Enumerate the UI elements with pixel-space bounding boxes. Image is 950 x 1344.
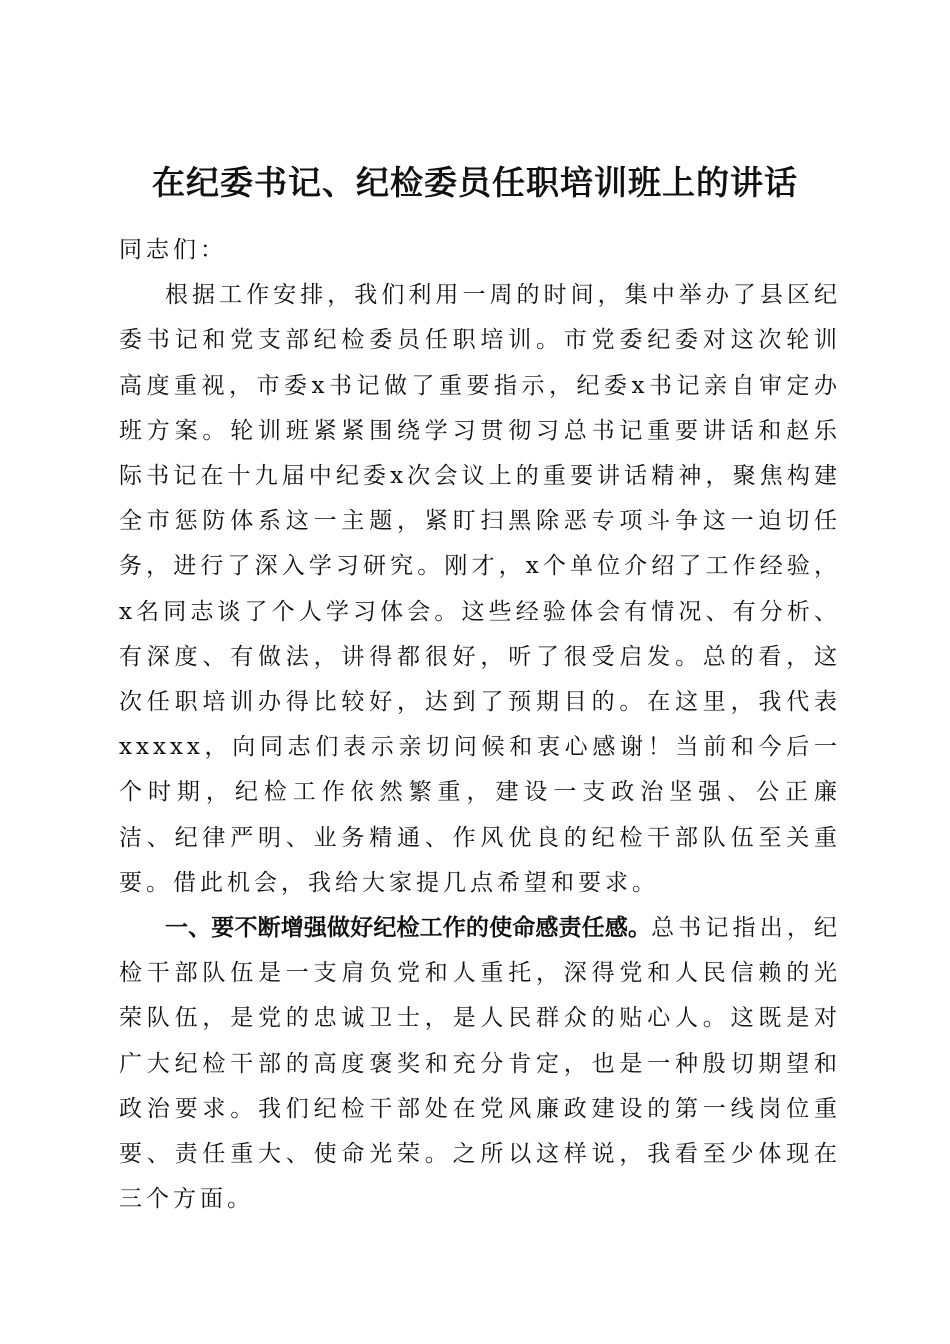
- section-one-text: 总书记指出，纪检干部队伍是一支肩负党和人重托，深得党和人民信赖的光荣队伍，是党的忠诚卫士，是人民群众的贴心人。这既是对广大纪检干部的高度褒奖和充分肯定，也是一种殷切期望和政治要求。我们纪检干部处在党风廉政建设的第一线岗位重要、责任重大、使命光荣。之所以这样说，我看至少体现在三个方面。: [119, 915, 842, 1213]
- salutation: 同志们：: [119, 237, 227, 263]
- document-title: 在纪委书记、纪检委员任职培训班上的讲话: [152, 163, 798, 203]
- paragraph-intro-text: 根据工作安排，我们利用一周的时间，集中举办了县区纪委书记和党支部纪检委员任职培训。市党委纪委对这次轮训高度重视，市委x书记做了重要指示，纪委x书记亲自审定办班方案。轮训班紧紧围绕学习贯彻习总书记重要讲话和赵乐际书记在十九届中纪委x次会议上的重要讲话精神，聚焦构建全市惩防体系这一主题，紧盯扫黑除恶专项斗争这一迫切任务，进行了深入学习研究。刚才，x个单位介绍了工作经验，x名同志谈了个人学习体会。这些经验体会有情况、有分析、有深度、有做法，讲得都很好，听了很受启发。总的看，这次任职培训办得比较好，达到了预期目的。在这里，我代表xxxxx，向同志们表示亲切问候和衷心感谢！当前和今后一个时期，纪检工作依然繁重，建设一支政治坚强、公正廉洁、纪律严明、业务精通、作风优良的纪检干部队伍至关重要。借此机会，我给大家提几点希望和要求。: [119, 282, 841, 896]
- document-body: [119, 228, 841, 1222]
- paragraph-section-one: [119, 906, 841, 1222]
- section-one-heading: 一、要不断增强做好纪检工作的使命感责任感。: [165, 915, 652, 942]
- paragraph-intro: [119, 273, 841, 906]
